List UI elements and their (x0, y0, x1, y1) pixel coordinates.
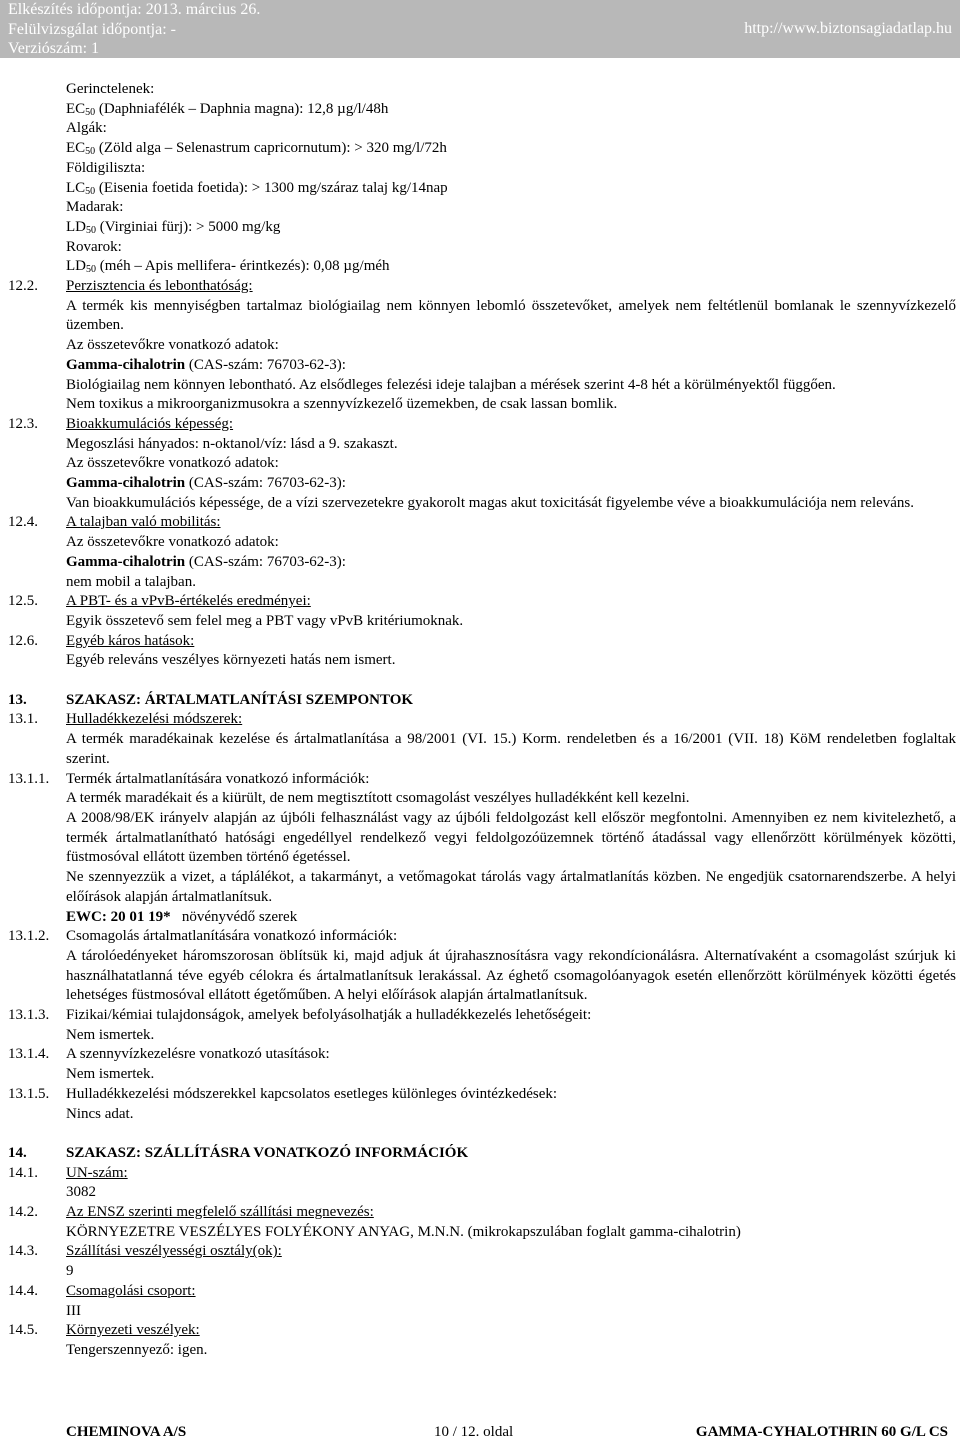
section-14-5: 14.5. Környezeti veszélyek: Tengerszennyező: igen. (8, 1322, 208, 1358)
section-13-heading: 13. SZAKASZ: ÁRTALMATLANÍTÁSI SZEMPONTOK (8, 691, 414, 708)
ewc-code: EWC: 20 01 19* növényvédő szerek (66, 908, 298, 925)
birds-label: Madarak: (66, 199, 124, 216)
section-13-1: 13.1. Hulladékkezelési módszerek: A termék maradékainak kezelése és ártalmatlanítása a 98/2001 (VI. 15.) Korm. rendeletben és a 16/2001 (VII. 18) KöM rendeletben foglaltak szerint. (8, 711, 956, 767)
footer-company: CHEMINOVA A/S (66, 1424, 187, 1440)
section-14-heading: 14. SZAKASZ: SZÁLLÍTÁSRA VONATKOZÓ INFORMÁCIÓK (8, 1144, 469, 1161)
created-date: Elkészítés időpontja: 2013. március 26. (8, 1, 261, 18)
worms-label: Földigiliszta: (66, 159, 146, 176)
footer-product: GAMMA-CYHALOTHRIN 60 G/L CS (695, 1424, 948, 1440)
worms-value: $LC_{50}$ (Eisenia foetida foetida): > 1300 mg/száraz talaj kg/14nap (66, 179, 448, 197)
section-14-1: 14.1. UN-szám: 3082 (8, 1164, 128, 1201)
section-12-2-title: Perzisztencia és lebonthatóság: (66, 278, 253, 295)
section-12-6-title: Egyéb káros hatások: (66, 632, 195, 649)
section-12-3-title: Bioakkumulációs képesség: (66, 415, 234, 432)
invertebrates-value: $EC_{50}$ (Daphniafélék – Daphnia magna): 12,8 µg/l/48h (66, 100, 389, 118)
version-number: Verziószám: 1 (8, 40, 100, 57)
header-url[interactable]: http://www.biztonsagiadatlap.hu (744, 20, 952, 37)
review-date: Felülvizsgálat időpontja: - (8, 20, 176, 38)
birds-value: $LD_{50}$ (Virginiai fürj): > 5000 mg/kg (66, 218, 281, 236)
page-header (0, 0, 960, 58)
section-12-6: 12.6. Egyéb káros hatások: Egyéb releváns veszélyes környezeti hatás nem ismert. (8, 632, 956, 671)
algae-value: $EC_{50}$ (Zöld alga – Selenastrum capricornutum): > 320 mg/l/72h (66, 140, 447, 158)
section-12-5-title: A PBT- és a vPvB-értékelés eredményei: (66, 593, 311, 610)
section-12-5: 12.5. A PBT- és a vPvB-értékelés eredményei: Egyik összetevő sem felel meg a PBT vagy vPvB kritériumoknak. (8, 592, 956, 631)
footer-page-number: 10 / 12. oldal (434, 1424, 514, 1440)
section-13-1-2: 13.1.2. Csomagolás ártalmatlanítására vonatkozó információk: A tárolóedényeket háromszorosan öblítsük ki, majd adjuk át újrahasznosításra vagy rekondícionálásra. Alternatívaként a csomagolást szúrjuk ki használhatatlanná téve egyéb célokra és ártalmatlanítsuk lerakással. Az éghető csomagolóanyagok esetén ellenőrzött körülmények közötti égetés lehetséges füstmosóval ellátott égetőműben. A helyi előírások alapján ártalmatlanítsuk. (8, 928, 956, 1004)
algae-label: Algák: (66, 120, 107, 137)
section-12-3: 12.3. Bioakkumulációs képesség: Megoszlási hányados: n-oktanol/víz: lásd a 9. szakaszt. Az összetevőkre vonatkozó adatok: Gamma-cihalotrin (CAS-szám: 76703-62-3): Van bioakkumulációs képessége, de a vízi szervezetekre gyakorolt magas akut toxicitását figyelembe véve a bioakkumulációja nem releváns. (8, 415, 956, 514)
insects-value: $LD_{50}$ (méh – Apis mellifera- érintkezés): 0,08 µg/méh (66, 258, 390, 276)
section-12-4: 12.4. A talajban való mobilitás: Az összetevőkre vonatkozó adatok: Gamma-cihalotrin (CAS-szám: 76703-62-3): nem mobil a talajban. (8, 513, 956, 592)
section-14-4: 14.4. Csomagolási csoport: III (8, 1282, 196, 1319)
section-13-1-4: 13.1.4. A szennyvízkezelésre vonatkozó utasítások: Nem ismertek. (8, 1046, 330, 1083)
section-13-1-1: 13.1.1. Termék ártalmatlanítására vonatkozó információk: A termék maradékait és a kiürült, de nem megtisztított csomagolást veszélyes hulladékként kell kezelni. A 2008/98/EK irányelv alapján az újbóli felhasználást vagy az újbóli feldolgozást kell először megfontolni. Amennyiben ez nem kivitelezhető, a termék ártalmatlanítható hatósági engedéllyel rendelkező vegyi feldolgozóüzemnek történő átadással vagy ellenőrzött körülmények közötti, füstmosóval ellátott üzemben történő égetéssel. Ne szennyezzük a vizet, a táplálékot, a takarmányt, a vetőmagokat tárolás vagy ártalmatlanítás közben. Ne engedjük csatornarendszerbe. A helyi előírások alapján ártalmatlanítsuk. EWC: 20 01 19* növényvédő szerek (8, 770, 956, 928)
document-body (8, 80, 956, 1361)
section-12-4-title: A talajban való mobilitás: (66, 514, 221, 531)
header-info (8, 0, 260, 59)
section-13-1-5: 13.1.5. Hulladékkezelési módszerekkel kapcsolatos esetleges különleges óvintézkedések: Nincs adat. (8, 1085, 558, 1122)
section-14-3: 14.3. Szállítási veszélyességi osztály(ok): 9 (8, 1243, 282, 1280)
section-12-2: 12.2. Perzisztencia és lebonthatóság: A termék kis mennyiségben tartalmaz biológiailag nem könnyen lebomló összetevőket, amelyek nem feltétlenül bomlanak le szennyvízkezelő üzemben. Az összetevőkre vonatkozó adatok: Gamma-cihalotrin (CAS-szám: 76703-62-3): Biológiailag nem könnyen lebontható. Az elsődleges felezési ideje talajban a mérések szerint 4-8 hét a körülményektől függően. Nem toxikus a mikroorganizmusokra a szennyvízkezelő üzemekben, de csak lassan bomlik. (8, 278, 956, 413)
invertebrates-label: Gerinctelenek: (66, 81, 155, 97)
section-14-2: 14.2. Az ENSZ szerinti megfelelő szállítási megnevezés: KÖRNYEZETRE VESZÉLYES FOLYÉKONY ANYAG, M.N.N. (mikrokapszulában foglalt gamma-cihalotrin) (8, 1204, 741, 1240)
page-footer (8, 1421, 956, 1443)
section-13-1-3: 13.1.3. Fizikai/kémiai tulajdonságok, amelyek befolyásolhatják a hulladékkezelés lehetőségeit: Nem ismertek. (8, 1007, 592, 1043)
insects-label: Rovarok: (66, 238, 122, 255)
